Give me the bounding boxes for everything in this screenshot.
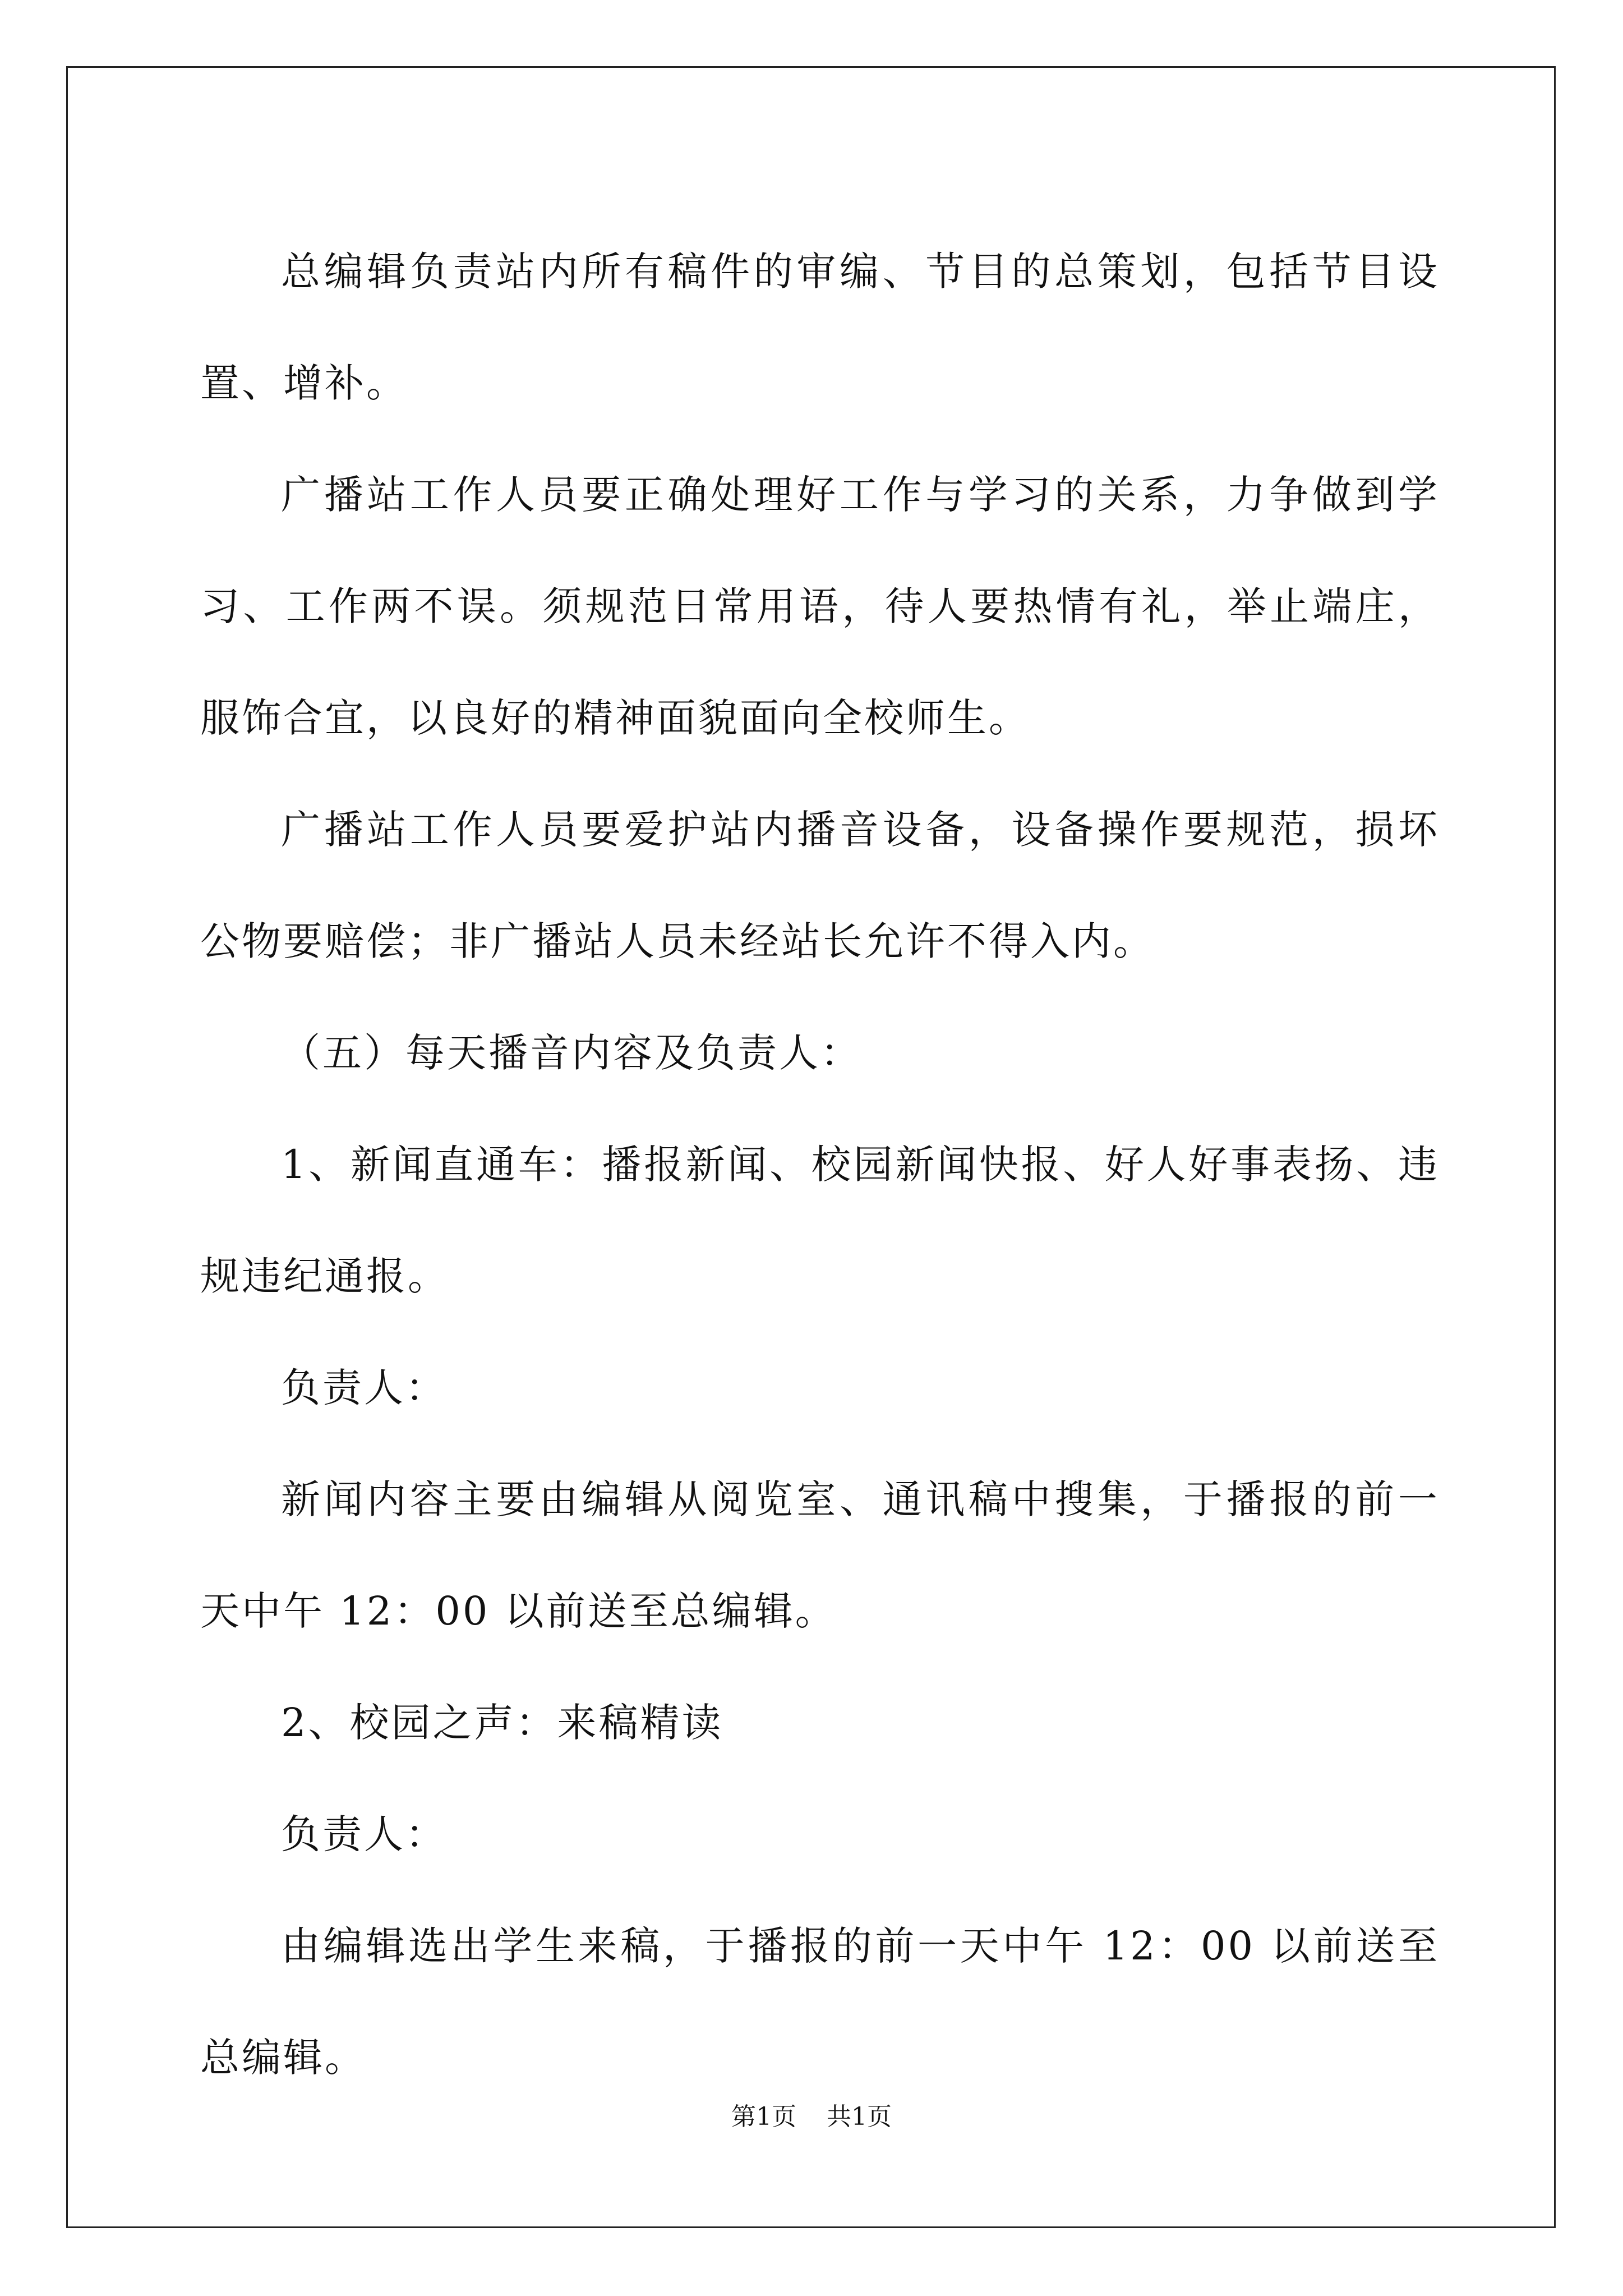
paragraph-staff-conduct: 广播站工作人员要正确处理好工作与学习的关系，力争做到学习、工作两不误。须规范日常用语，待人要热情有礼，举止端庄，服饰合宜，以良好的精神面貌面向全校师生。	[200, 472, 1440, 741]
paragraph-campus-voice: 2、校园之声：来稿精读	[281, 1700, 723, 1746]
page-number-total: 共1页	[827, 2102, 892, 2131]
paragraph-equipment-care: 广播站工作人员要爱护站内播音设备，设备操作要规范，损坏公物要赔偿；非广播站人员未经站长允许不得入内。	[200, 807, 1440, 964]
paragraph-responsible-person-2: 负责人：	[281, 1811, 447, 1857]
paragraph-news-express: 1、新闻直通车：播报新闻、校园新闻快报、好人好事表扬、违规违纪通报。	[200, 1142, 1440, 1299]
page-number-current: 第1页	[731, 2102, 796, 2131]
paragraph-news-source: 新闻内容主要由编辑从阅览室、通讯稿中搜集，于播报的前一天中午 12：00 以前送至总编辑。	[200, 1476, 1440, 1634]
paragraph-responsible-person-1: 负责人：	[281, 1365, 447, 1411]
paragraph-editor-duty: 总编辑负责站内所有稿件的审编、节目的总策划，包括节目设置、增补。	[200, 249, 1440, 406]
paragraph-student-submissions: 由编辑选出学生来稿，于播报的前一天中午 12：00 以前送至总编辑。	[200, 1923, 1440, 2081]
paragraph-section-five-heading: （五）每天播音内容及负责人：	[281, 1030, 862, 1076]
page-footer	[0, 2100, 1623, 2134]
document-body	[200, 216, 1440, 2114]
